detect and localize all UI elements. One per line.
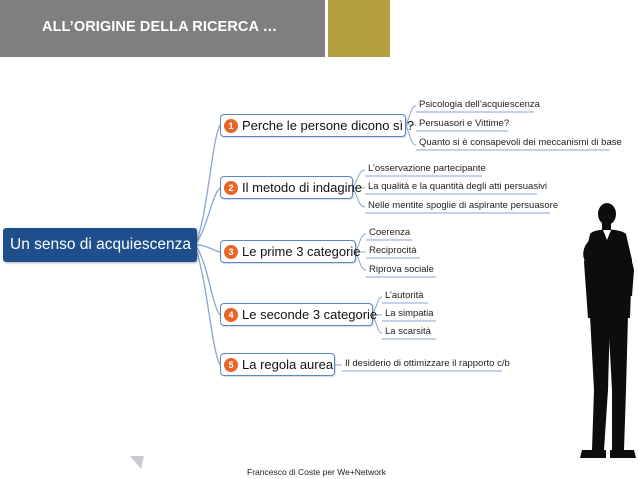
branch-label: Perche le persone dicono sì ? — [242, 118, 414, 133]
leaf-item: Persuasori e Vittime? — [419, 118, 510, 129]
connector-root-branch-2 — [197, 188, 220, 242]
leaf-item: Coerenza — [369, 227, 411, 238]
leaf-item: Il desiderio di ottimizzare il rapporto c/b — [345, 358, 510, 369]
number-badge-icon: 3 — [224, 245, 238, 259]
corner-triangle-icon — [130, 456, 144, 470]
root-node: Un senso di acquiescenza — [3, 228, 197, 262]
branch-label: La regola aurea — [242, 357, 334, 372]
leaf-item: Nelle mentite spoglie di aspirante persuasore — [368, 200, 559, 211]
leaf-item: La scarsità — [385, 326, 431, 337]
leaf-item: Reciprocità — [369, 245, 417, 256]
connector-root-branch-3 — [197, 245, 220, 252]
number-badge-icon: 5 — [224, 358, 238, 372]
leaf-item: L’autorità — [385, 290, 424, 301]
branch-node-2 — [220, 176, 362, 199]
branch-node-5 — [220, 353, 335, 376]
branch-node-1 — [220, 114, 414, 137]
footer-credit: Francesco di Coste per We+Network — [247, 467, 386, 477]
branch-node-3 — [220, 240, 361, 263]
connector-root-branch-1 — [197, 125, 220, 240]
leaf-item: Psicologia dell’acquiescenza — [419, 99, 540, 110]
number-badge-icon: 1 — [224, 119, 238, 133]
number-badge-icon: 2 — [224, 181, 238, 195]
branch-label: Le prime 3 categorie — [242, 244, 361, 259]
leaf-item: La simpatia — [385, 308, 434, 319]
branch-label: Le seconde 3 categorie — [242, 307, 378, 322]
slide-title: ALL’ORIGINE DELLA RICERCA … — [42, 19, 278, 35]
connector-root-branch-4 — [197, 248, 220, 315]
leaf-item: Quanto si è consapevoli dei meccanismi di base — [419, 137, 622, 148]
leaf-item: Riprova sociale — [369, 264, 434, 275]
branch-node-4 — [220, 303, 378, 326]
branch-label: Il metodo di indagine — [242, 180, 362, 195]
businessman-silhouette-icon — [570, 200, 638, 472]
leaf-item: La qualità e la quantità degli atti persuasivi — [368, 181, 548, 192]
leaf-item: L’osservazione partecipante — [368, 163, 486, 174]
number-badge-icon: 4 — [224, 308, 238, 322]
